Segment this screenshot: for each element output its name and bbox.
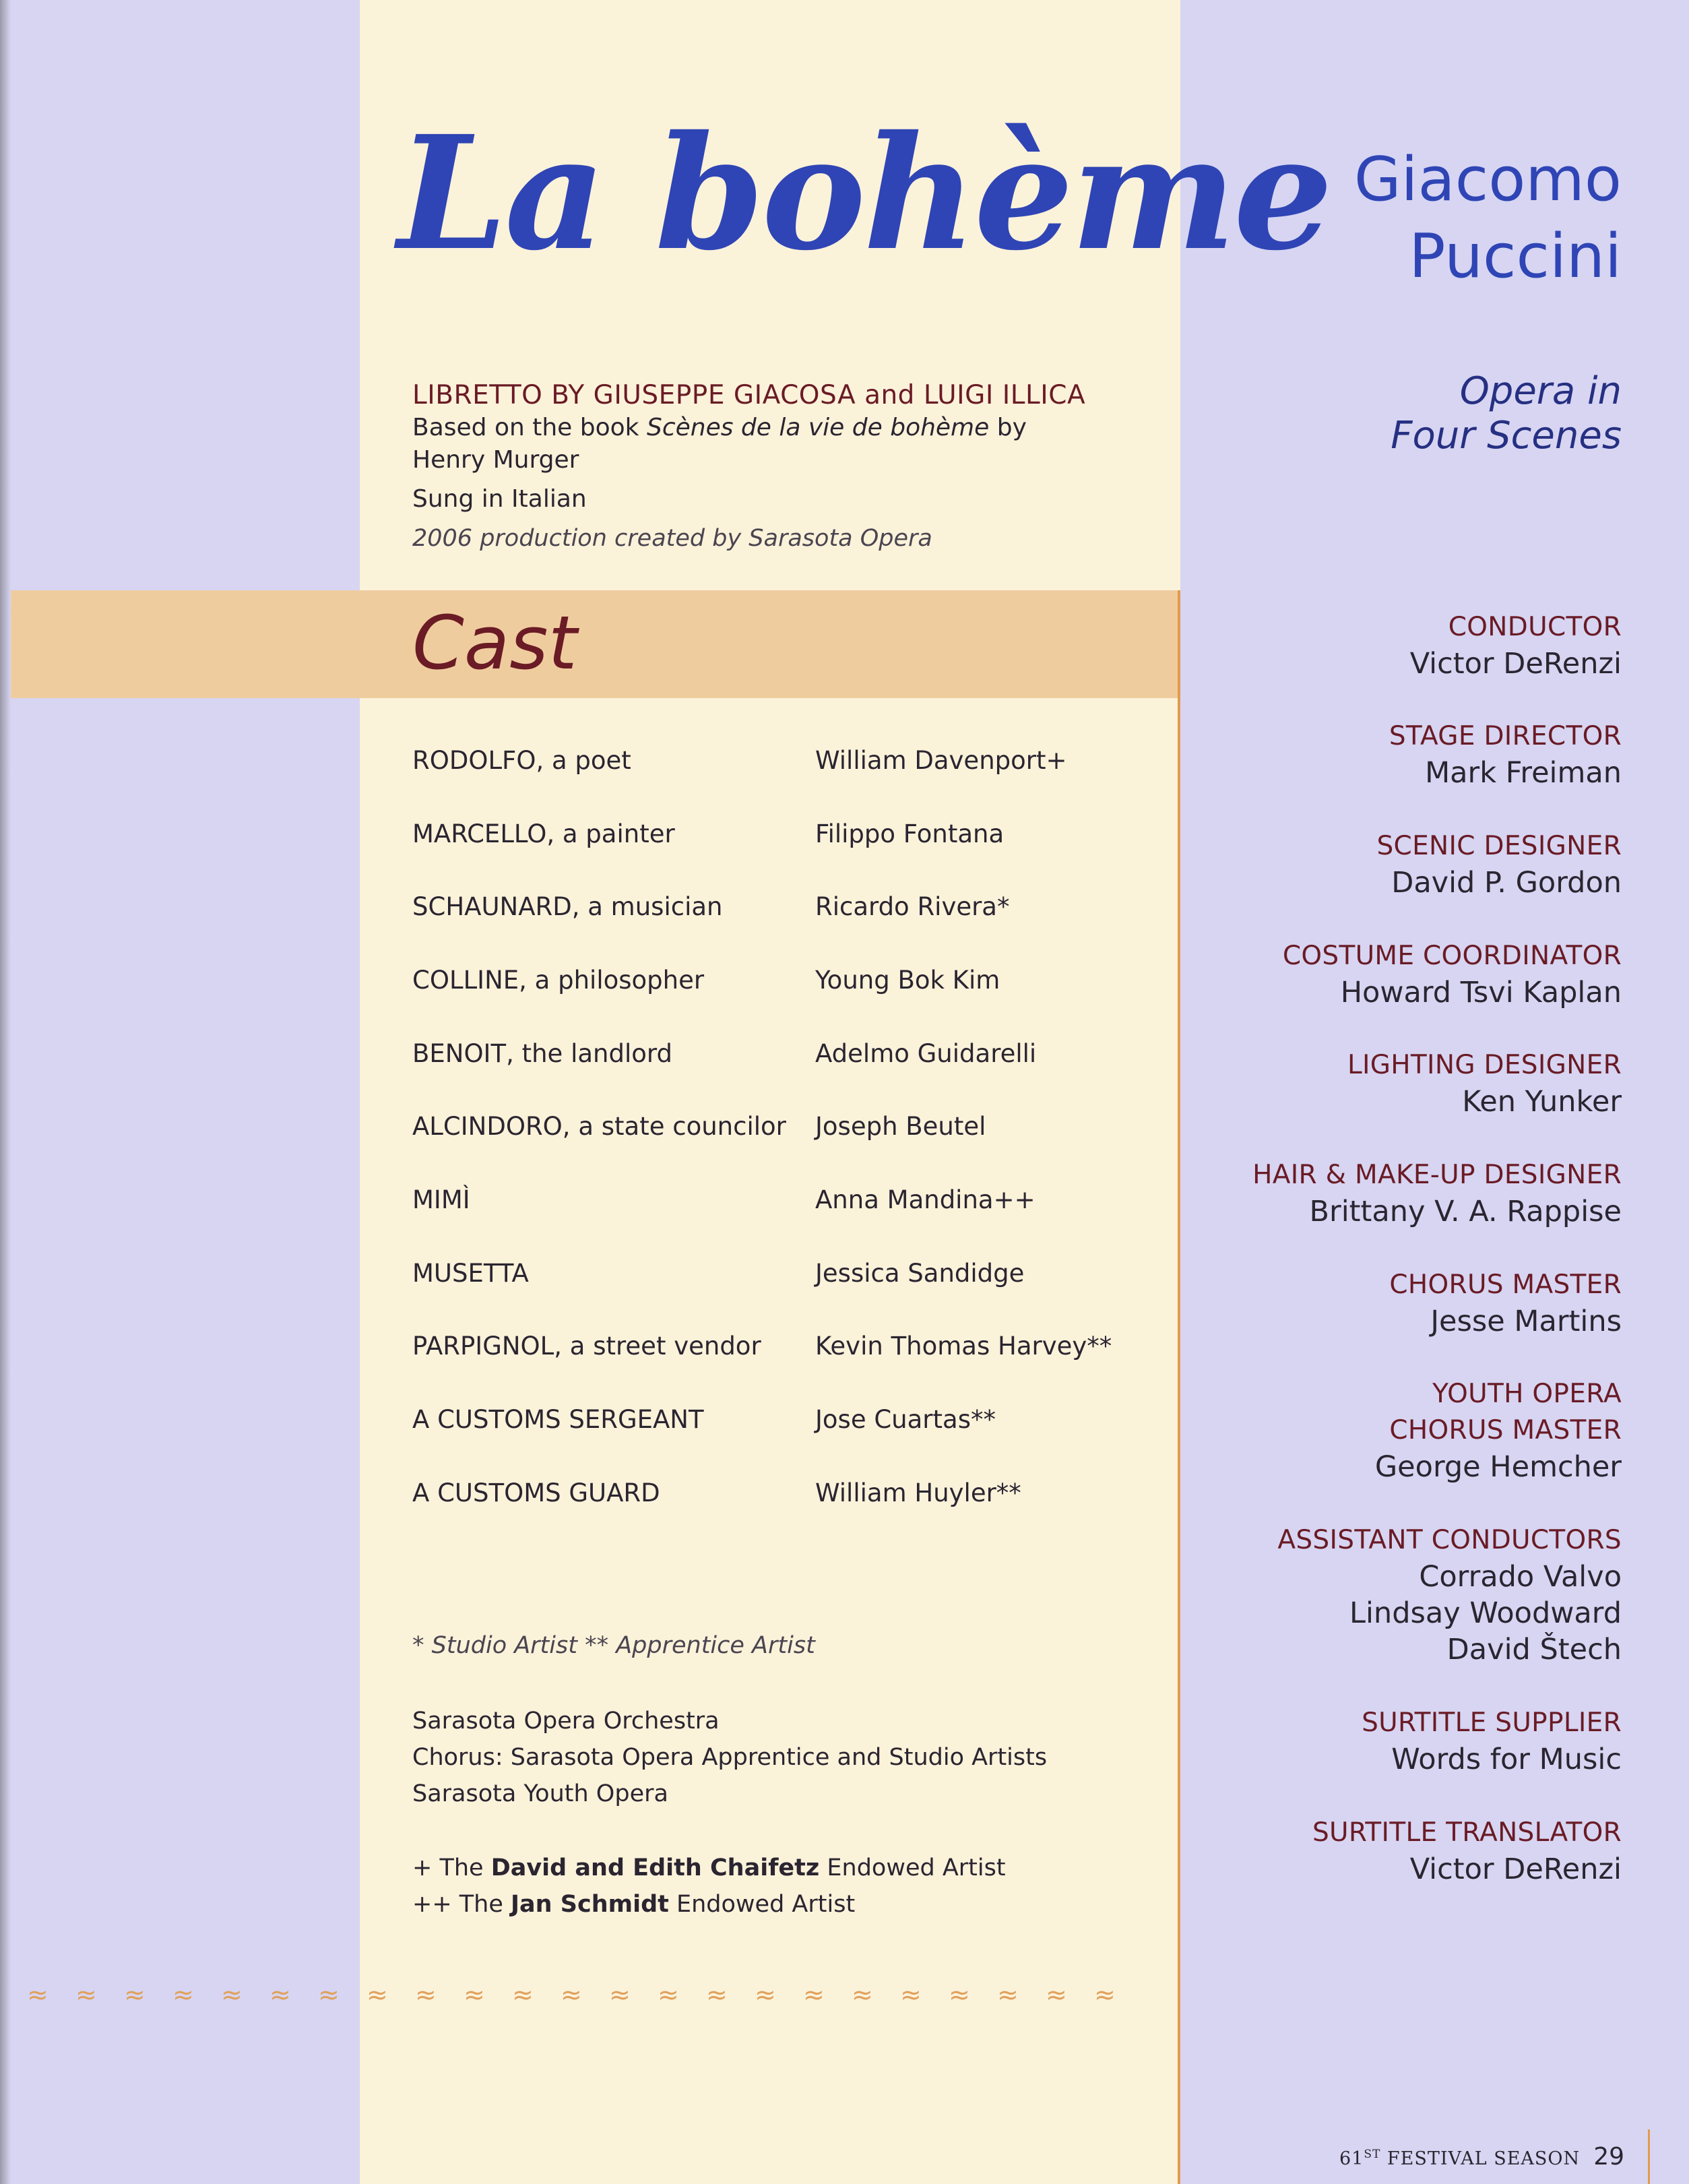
- based-on-author: Henry Murger: [412, 446, 579, 474]
- endowed-suffix: Endowed Artist: [819, 1854, 1006, 1881]
- page-number: 29: [1593, 2143, 1624, 2171]
- credit-assistant-conductors: [1277, 1522, 1622, 1668]
- swirl-ornament-icon: ≈: [27, 1980, 49, 2009]
- swirl-ornament-icon: ≈: [997, 1980, 1019, 2009]
- swirl-ornament-icon: ≈: [1046, 1980, 1067, 2009]
- cast-singer: Jose Cuartas**: [815, 1405, 996, 1434]
- credit-scenic-designer: [1377, 828, 1622, 901]
- swirl-ornament-icon: ≈: [755, 1980, 776, 2009]
- artist-legend: * Studio Artist ** Apprentice Artist: [412, 1632, 815, 1659]
- season-number: 61: [1339, 2148, 1364, 2169]
- swirl-ornament-icon: ≈: [269, 1980, 291, 2009]
- credit-name: Jesse Martins: [1430, 1305, 1622, 1338]
- cast-row: [412, 1185, 1153, 1226]
- credit-name: Corrado Valvo: [1419, 1560, 1622, 1594]
- credit-role: COSTUME COORDINATOR: [1282, 941, 1622, 971]
- swirl-ornament-icon: ≈: [318, 1980, 340, 2009]
- composer-name: [1354, 142, 1622, 295]
- ensemble-orchestra: Sarasota Opera Orchestra: [412, 1708, 720, 1735]
- based-on-prefix: Based on the book: [412, 414, 647, 441]
- decorative-ornament-row: [27, 1980, 1159, 2014]
- credit-chorus-master: [1389, 1267, 1622, 1340]
- page-binding-edge: [0, 0, 11, 2184]
- vertical-accent-rule: [1178, 590, 1180, 2184]
- credit-name: Words for Music: [1391, 1743, 1622, 1776]
- cast-role: A CUSTOMS GUARD: [412, 1478, 660, 1507]
- cast-role: SCHAUNARD, a musician: [412, 892, 723, 921]
- credit-name: Victor DeRenzi: [1409, 1852, 1622, 1886]
- cast-singer: Jessica Sandidge: [815, 1259, 1025, 1288]
- swirl-ornament-icon: ≈: [949, 1980, 970, 2009]
- page-footer: [1339, 2143, 1624, 2171]
- cast-row: [412, 1332, 1153, 1372]
- cast-row: [412, 966, 1153, 1006]
- cast-heading: Cast: [412, 600, 577, 686]
- subtitle-line: Opera in: [1459, 369, 1622, 413]
- credit-costume-coordinator: [1283, 938, 1622, 1011]
- credit-name: Lindsay Woodward: [1349, 1596, 1622, 1630]
- credit-youth-opera-chorus-master: [1375, 1376, 1622, 1485]
- credit-role: CONDUCTOR: [1448, 612, 1622, 642]
- credit-name: Ken Yunker: [1462, 1085, 1622, 1119]
- credit-name: Brittany V. A. Rappise: [1309, 1195, 1622, 1228]
- opera-title: La bohème: [397, 101, 1331, 285]
- credit-role: CHORUS MASTER: [1389, 1415, 1622, 1445]
- opera-subtitle: [1391, 369, 1622, 458]
- ensemble-youth-opera: Sarasota Youth Opera: [412, 1780, 668, 1807]
- swirl-ornament-icon: ≈: [172, 1980, 194, 2009]
- cast-row: [412, 1259, 1153, 1299]
- cast-role: BENOIT, the landlord: [412, 1039, 672, 1068]
- endowed-donor: David and Edith Chaifetz: [490, 1854, 820, 1881]
- cast-row: [412, 819, 1153, 860]
- footer-accent-rule: [1648, 2129, 1650, 2184]
- credit-name: George Hemcher: [1374, 1450, 1622, 1484]
- credit-role: LIGHTING DESIGNER: [1347, 1050, 1622, 1080]
- cast-singer: William Davenport+: [815, 746, 1067, 775]
- endowed-prefix: + The: [412, 1854, 491, 1881]
- based-on-book: Scènes de la vie de bohème: [646, 414, 990, 441]
- cast-heading-band: [11, 590, 1180, 698]
- credit-role: CHORUS MASTER: [1389, 1270, 1622, 1300]
- swirl-ornament-icon: ≈: [221, 1980, 243, 2009]
- cast-role: RODOLFO, a poet: [412, 746, 631, 775]
- swirl-ornament-icon: ≈: [75, 1980, 97, 2009]
- cast-row: [412, 892, 1153, 933]
- swirl-ornament-icon: ≈: [900, 1980, 922, 2009]
- swirl-ornament-icon: ≈: [609, 1980, 631, 2009]
- cast-row: [412, 1112, 1153, 1152]
- endowed-donor: Jan Schmidt: [511, 1891, 669, 1918]
- cast-role: MIMÌ: [412, 1185, 470, 1214]
- credit-stage-director: [1389, 718, 1622, 791]
- endowed-artist-note-2: [412, 1891, 855, 1918]
- composer-first-name: Giacomo: [1353, 144, 1622, 215]
- credit-role: SCENIC DESIGNER: [1376, 831, 1622, 861]
- language-note: Sung in Italian: [412, 485, 587, 513]
- subtitle-line: Four Scenes: [1391, 414, 1622, 458]
- cast-role: A CUSTOMS SERGEANT: [412, 1405, 704, 1434]
- swirl-ornament-icon: ≈: [415, 1980, 437, 2009]
- credit-name: Howard Tsvi Kaplan: [1340, 976, 1622, 1009]
- ensemble-chorus: Chorus: Sarasota Opera Apprentice and Studio Artists: [412, 1744, 1048, 1771]
- swirl-ornament-icon: ≈: [124, 1980, 146, 2009]
- libretto-credit: LIBRETTO BY GIUSEPPE GIACOSA and LUIGI ILLICA: [412, 380, 1086, 410]
- festival-season-label: [1339, 2148, 1580, 2169]
- cast-role: COLLINE, a philosopher: [412, 966, 705, 995]
- cast-singer: Kevin Thomas Harvey**: [815, 1332, 1112, 1361]
- credit-lighting-designer: [1347, 1047, 1622, 1120]
- cast-singer: Adelmo Guidarelli: [815, 1039, 1037, 1068]
- credit-name: David P. Gordon: [1391, 866, 1622, 900]
- credit-surtitle-supplier: [1362, 1705, 1622, 1778]
- based-on-line: [412, 410, 1027, 446]
- based-on-suffix: by: [989, 414, 1027, 441]
- credit-role: STAGE DIRECTOR: [1389, 721, 1622, 751]
- credit-name: David Štech: [1446, 1633, 1622, 1666]
- credit-hair-makeup-designer: [1252, 1157, 1622, 1230]
- cast-row: [412, 1405, 1153, 1445]
- credit-role: SURTITLE SUPPLIER: [1362, 1708, 1622, 1738]
- swirl-ornament-icon: ≈: [561, 1980, 582, 2009]
- endowed-artist-note-1: [412, 1854, 1006, 1881]
- credit-name: Victor DeRenzi: [1409, 647, 1622, 681]
- cast-role: MUSETTA: [412, 1259, 529, 1288]
- swirl-ornament-icon: ≈: [852, 1980, 873, 2009]
- credit-name: Mark Freiman: [1425, 756, 1622, 790]
- cast-row: [412, 1478, 1153, 1519]
- credit-surtitle-translator: [1312, 1815, 1622, 1887]
- endowed-suffix: Endowed Artist: [668, 1891, 856, 1918]
- cast-row: [412, 746, 1153, 786]
- credit-conductor: [1410, 609, 1622, 682]
- cast-singer: William Huyler**: [815, 1478, 1021, 1507]
- production-note: 2006 production created by Sarasota Opera: [412, 525, 932, 552]
- season-text: FESTIVAL SEASON: [1380, 2148, 1581, 2169]
- swirl-ornament-icon: ≈: [1094, 1980, 1116, 2009]
- swirl-ornament-icon: ≈: [367, 1980, 388, 2009]
- credit-role: YOUTH OPERA: [1432, 1379, 1622, 1409]
- swirl-ornament-icon: ≈: [706, 1980, 728, 2009]
- composer-last-name: Puccini: [1409, 221, 1622, 292]
- endowed-prefix: ++ The: [412, 1891, 511, 1918]
- swirl-ornament-icon: ≈: [803, 1980, 825, 2009]
- cast-singer: Ricardo Rivera*: [815, 892, 1010, 921]
- swirl-ornament-icon: ≈: [464, 1980, 485, 2009]
- cast-role: PARPIGNOL, a street vendor: [412, 1332, 761, 1361]
- cast-singer: Filippo Fontana: [815, 819, 1005, 848]
- credit-role: ASSISTANT CONDUCTORS: [1277, 1525, 1622, 1555]
- credit-role: SURTITLE TRANSLATOR: [1312, 1817, 1622, 1848]
- cast-role: ALCINDORO, a state councilor: [412, 1112, 786, 1141]
- swirl-ornament-icon: ≈: [658, 1980, 679, 2009]
- cast-role: MARCELLO, a painter: [412, 819, 675, 848]
- swirl-ornament-icon: ≈: [512, 1980, 534, 2009]
- credit-role: HAIR & MAKE-UP DESIGNER: [1252, 1160, 1622, 1190]
- cast-singer: Anna Mandina++: [815, 1185, 1035, 1214]
- season-ordinal: ST: [1364, 2148, 1381, 2161]
- cast-singer: Joseph Beutel: [815, 1112, 986, 1141]
- cast-row: [412, 1039, 1153, 1080]
- cast-singer: Young Bok Kim: [815, 966, 1000, 995]
